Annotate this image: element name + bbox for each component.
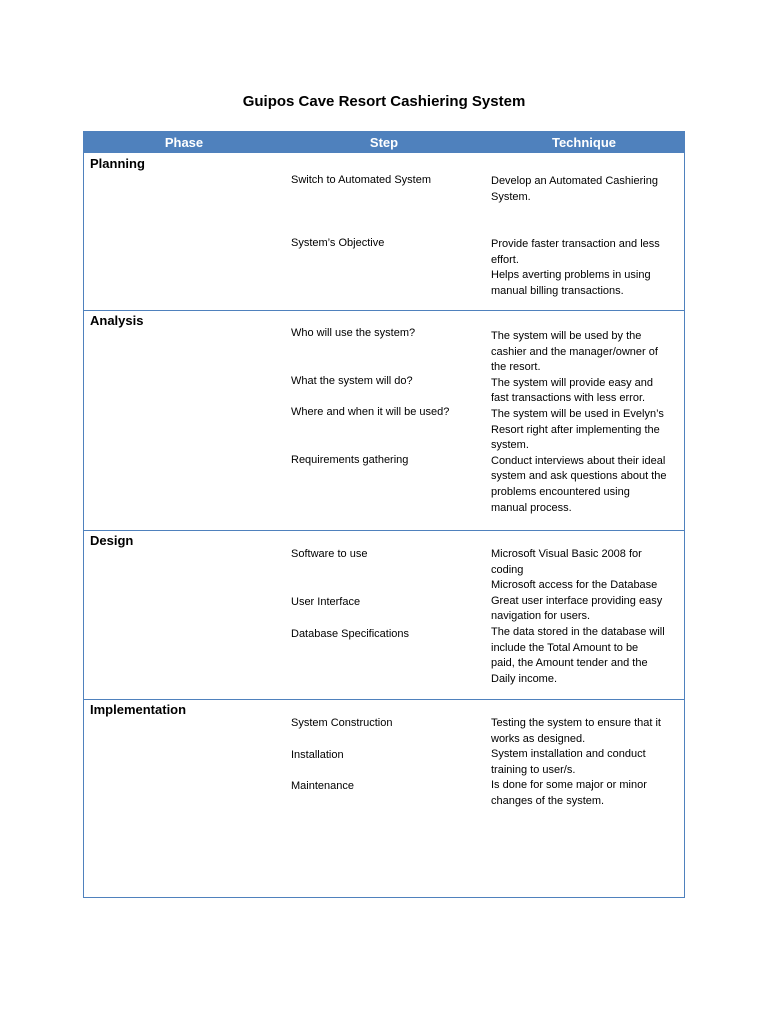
technique-line: Helps averting problems in using — [491, 269, 651, 282]
technique-faster-transaction — [491, 237, 679, 299]
phase-planning: Planning — [90, 156, 145, 171]
step-system-construction: System Construction — [291, 717, 393, 729]
technique-line: Develop an Automated Cashiering — [491, 175, 658, 187]
phase-table — [83, 131, 685, 898]
technique-line: Great user interface providing easy — [491, 594, 663, 607]
step-user-interface: User Interface — [291, 596, 361, 608]
technique-line: system. — [491, 439, 529, 452]
technique-line: System installation and conduct — [491, 748, 646, 761]
technique-line: Microsoft access for the Database — [491, 579, 658, 592]
header-step: Step — [369, 135, 399, 150]
technique-line: System. — [491, 190, 531, 203]
phase-analysis: Analysis — [90, 313, 144, 328]
technique-software — [491, 547, 679, 687]
technique-line: The system will be used by the — [491, 330, 642, 342]
header-phase: Phase — [164, 135, 204, 150]
document-title: Guipos Cave Resort Cashiering System — [242, 93, 526, 110]
step-software-to-use: Software to use — [291, 548, 368, 560]
step-installation: Installation — [291, 749, 344, 761]
step-where-and-when: Where and when it will be used? — [291, 406, 450, 418]
technique-line: training to user/s. — [491, 763, 576, 776]
technique-line: manual billing transactions. — [491, 284, 624, 297]
technique-line: cashier and the manager/owner of — [491, 345, 658, 358]
phase-implementation: Implementation — [90, 702, 187, 717]
technique-line: paid, the Amount tender and the — [491, 657, 648, 670]
technique-line: The system will provide easy and — [491, 376, 654, 389]
technique-line: Resort right after implementing the — [491, 423, 660, 436]
technique-line: Conduct interviews about their ideal — [491, 454, 666, 467]
technique-line: Microsoft Visual Basic 2008 for — [491, 548, 642, 560]
phase-design: Design — [90, 533, 134, 548]
step-maintenance: Maintenance — [291, 780, 354, 792]
technique-line: fast transactions with less error. — [491, 392, 646, 405]
technique-line: works as designed. — [491, 732, 586, 745]
step-database-specifications: Database Specifications — [291, 628, 410, 640]
section-divider — [84, 530, 684, 531]
step-requirements-gathering: Requirements gathering — [291, 454, 409, 466]
technique-automated-cashiering — [491, 174, 679, 205]
technique-line: The data stored in the database will — [491, 625, 665, 638]
technique-line: problems encountered using — [491, 485, 630, 498]
step-switch-to-automated: Switch to Automated System — [291, 174, 432, 186]
technique-line: The system will be used in Evelyn’s — [491, 407, 664, 420]
technique-line: include the Total Amount to be — [491, 641, 639, 654]
technique-line: Daily income. — [491, 672, 558, 685]
technique-who-uses — [491, 329, 679, 516]
technique-line: manual process. — [491, 501, 572, 514]
technique-line: Testing the system to ensure that it — [491, 717, 661, 729]
technique-line: effort. — [491, 253, 519, 266]
technique-line: navigation for users. — [491, 610, 591, 623]
step-who-will-use: Who will use the system? — [291, 327, 416, 339]
technique-line: coding — [491, 563, 524, 576]
technique-line: Is done for some major or minor — [491, 779, 647, 792]
section-divider — [84, 699, 684, 700]
header-technique: Technique — [551, 135, 617, 150]
technique-line: the resort. — [491, 361, 541, 374]
section-divider — [84, 310, 684, 311]
technique-testing — [491, 716, 679, 810]
technique-line: changes of the system. — [491, 794, 605, 807]
table-header — [84, 132, 684, 153]
step-system-objective: System’s Objective — [291, 237, 385, 249]
technique-line: system and ask questions about the — [491, 470, 667, 483]
step-what-system-will-do: What the system will do? — [291, 375, 413, 387]
technique-line: Provide faster transaction and less — [491, 238, 660, 250]
